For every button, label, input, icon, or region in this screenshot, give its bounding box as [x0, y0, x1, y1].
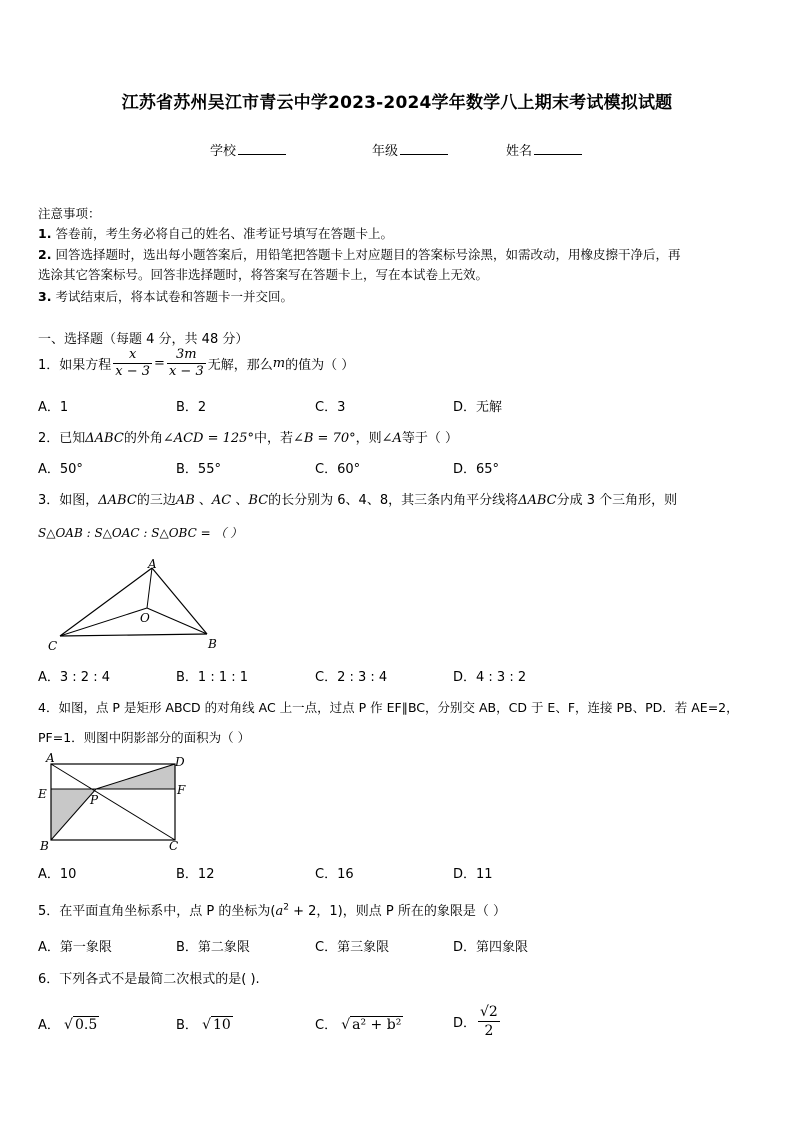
q2-math-1: ΔABC [85, 431, 124, 446]
q6-option-c[interactable] [315, 1014, 403, 1033]
q4-label-c: C [169, 839, 179, 853]
q4-rectangle-figure [34, 752, 204, 854]
q6-option-d-numerator: √2 [480, 1004, 498, 1020]
q4-option-c[interactable]: C．16 [315, 867, 354, 882]
q4-label-b: B [40, 839, 49, 853]
q1-frac2-num: 3m [167, 347, 206, 364]
q4-option-d[interactable]: D．11 [453, 867, 493, 882]
q3-math-2: AB [175, 493, 195, 508]
name-blank[interactable] [534, 142, 582, 155]
q3-label-o: O [140, 611, 150, 625]
note-2-text-line1: 回答选择题时，选出每小题答案后，用铅笔把答题卡上对应题目的答案标号涂黑，如需改动，用橡皮擦干净后，再 [55, 247, 681, 262]
q3-segment-oc [60, 608, 147, 636]
note-item-3 [38, 287, 293, 305]
q2-option-c[interactable]: C．60° [315, 462, 361, 477]
q5-option-a[interactable]: A．第一象限 [38, 940, 112, 955]
q3-sep-1: 、 [194, 493, 212, 508]
q3-option-c[interactable]: C．2 : 3 : 4 [315, 670, 388, 685]
q6-option-b-label: B． [176, 1018, 198, 1033]
q2-text-b: 的外角 [123, 431, 163, 446]
q3-math-1: ΔABC [98, 493, 137, 508]
note-3-number: 3. [38, 289, 52, 304]
q1-prefix: 1．如果方程 [38, 358, 112, 373]
q1-equals: = [154, 356, 165, 371]
q1-suffix: 的值为（ ） [285, 358, 355, 373]
note-2-number: 2. [38, 247, 52, 262]
q3-label-c: C [48, 639, 58, 653]
q3-ratio-line [38, 524, 242, 541]
q6-option-a-radicand: 0.5 [74, 1017, 98, 1033]
notes-heading: 注意事项： [38, 206, 101, 221]
q6-option-d-label: D． [453, 1016, 477, 1031]
note-3-text: 考试结束后，将本试卷和答题卡一并交回。 [55, 289, 293, 304]
q4-label-d: D [175, 755, 185, 769]
page-title: 江苏省苏州吴江市青云中学2023-2024学年数学八上期末考试模拟试题 [121, 93, 673, 113]
q4-label-f: F [177, 783, 186, 797]
school-label: 学校 [210, 144, 237, 159]
q3-sep-2: 、 [231, 493, 249, 508]
q5-superscript: 2 [283, 902, 289, 913]
q3-option-d[interactable]: D．4 : 3 : 2 [453, 670, 527, 685]
q3-text-b: 的三边 [136, 493, 176, 508]
q3-triangle-figure [40, 558, 230, 653]
q4-line-2: PF=1．则图中阴影部分的面积为（ ） [38, 730, 251, 745]
question-2 [38, 427, 458, 446]
q3-text-a: 3．如图， [38, 493, 99, 508]
note-item-1 [38, 224, 393, 242]
q1-option-b[interactable]: B．2 [176, 400, 207, 415]
q3-label-b: B [208, 637, 217, 651]
q2-option-a[interactable]: A．50° [38, 462, 83, 477]
q4-label-e: E [38, 787, 47, 801]
q4-label-p: P [90, 793, 99, 807]
q3-side-ac [60, 568, 152, 636]
q3-option-b[interactable]: B．1 : 1 : 1 [176, 670, 249, 685]
q2-text-e: 等于（ ） [401, 431, 459, 446]
q1-frac1-den: x − 3 [115, 364, 151, 379]
q6-option-b[interactable] [176, 1014, 233, 1033]
grade-label: 年级 [372, 144, 399, 159]
name-label: 姓名 [506, 144, 533, 159]
question-1 [38, 347, 354, 380]
q2-option-d[interactable]: D．65° [453, 462, 500, 477]
q2-text-c: 中，若 [253, 431, 293, 446]
q6-option-d-denominator: 2 [484, 1023, 494, 1039]
q1-mid: 无解，那么 [207, 358, 273, 373]
note-1-text: 答卷前，考生务必将自己的姓名、准考证号填写在答题卡上。 [55, 226, 393, 241]
q6-option-b-sqrt: √ 10 [202, 1017, 231, 1033]
grade-field[interactable] [372, 140, 448, 159]
q6-option-d[interactable] [453, 1003, 502, 1040]
q4-option-a[interactable]: A．10 [38, 867, 77, 882]
q6-option-b-radicand: 10 [212, 1017, 231, 1033]
q1-option-c[interactable]: C．3 [315, 400, 346, 415]
q3-text-c: 的长分别为 6、4、8，其三条内角平分线将 [268, 493, 519, 508]
q3-math-3: AC [211, 493, 232, 508]
q3-segment-oa [147, 568, 152, 608]
q4-line-1: 4．如图，点 P 是矩形 ABCD 的对角线 AC 上一点，过点 P 作 EF∥BC，分别交 AB，CD 于 E、F，连接 PB、PD．若 AE=2， [38, 700, 739, 715]
q1-frac1-num: x [113, 347, 152, 364]
q3-label-a: A [148, 558, 157, 571]
q2-math-4: ∠A [381, 431, 402, 446]
q3-segment-ob [147, 608, 207, 634]
grade-blank[interactable] [400, 142, 448, 155]
q2-math-2: ∠ACD = 125° [162, 431, 254, 446]
q2-text-a: 2．已知 [38, 431, 86, 446]
q1-option-d[interactable]: D．无解 [453, 400, 503, 415]
q2-option-b[interactable]: B．55° [176, 462, 221, 477]
q3-ratio-expression: S△OAB : S△OAC : S△OBC = （ ） [38, 526, 243, 540]
note-item-2 [38, 245, 680, 263]
q3-side-ab [152, 568, 207, 634]
school-field[interactable] [210, 140, 286, 159]
q6-option-a-sqrt: √ 0.5 [64, 1017, 98, 1033]
q5-text-a: 5．在平面直角坐标系中，点 P 的坐标为( [38, 904, 276, 919]
q6-option-d-fraction [478, 1003, 500, 1040]
q2-text-d: ，则 [355, 431, 382, 446]
q4-option-b[interactable]: B．12 [176, 867, 215, 882]
note-2-text-line2: 选涂其它答案标号。回答非选择题时，将答案写在答题卡上，写在本试卷上无效。 [38, 267, 489, 282]
q4-label-a: A [46, 752, 55, 765]
q1-fraction-2 [167, 347, 206, 380]
q6-option-c-sqrt: √ a² + b² [341, 1017, 402, 1033]
question-5 [38, 900, 506, 919]
q6-option-a-label: A． [38, 1018, 60, 1033]
school-blank[interactable] [238, 142, 286, 155]
q1-option-a[interactable]: A．1 [38, 400, 69, 415]
q6-option-a[interactable] [38, 1014, 99, 1033]
question-3 [38, 489, 677, 508]
q5-option-d[interactable]: D．第四象限 [453, 940, 529, 955]
q1-var: m [272, 356, 286, 371]
q5-math: a [275, 904, 284, 919]
q3-text-d: 分成 3 个三角形，则 [556, 493, 678, 508]
q1-frac2-den: x − 3 [168, 364, 204, 379]
q5-option-b[interactable]: B．第二象限 [176, 940, 250, 955]
q3-option-a[interactable]: A．3 : 2 : 4 [38, 670, 110, 685]
q5-option-c[interactable]: C．第三象限 [315, 940, 390, 955]
section-1-heading: 一、选择题（每题 4 分，共 48 分） [38, 332, 249, 347]
name-field[interactable] [506, 140, 582, 159]
q3-math-4: BC [248, 493, 269, 508]
q3-side-bc [60, 634, 207, 636]
q2-math-3: ∠B = 70° [292, 431, 356, 446]
q1-fraction-1 [113, 347, 152, 380]
q6-option-c-label: C． [315, 1018, 338, 1033]
q3-math-5: ΔABC [518, 493, 557, 508]
note-1-number: 1. [38, 226, 52, 241]
q5-text-b: + 2，1)，则点 P 所在的象限是（ ） [288, 904, 506, 919]
question-6: 6．下列各式不是最简二次根式的是( ). [38, 972, 260, 987]
q6-option-c-radicand: a² + b² [352, 1017, 402, 1033]
